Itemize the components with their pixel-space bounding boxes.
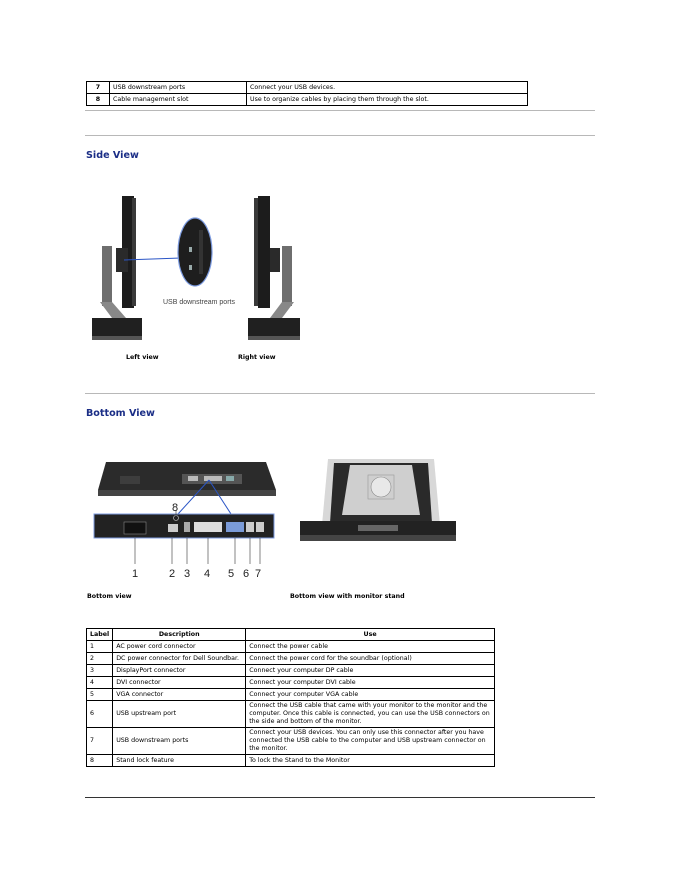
table-row [87, 701, 495, 728]
divider [85, 797, 595, 798]
left-view-caption: Left view [126, 354, 159, 361]
row-description: USB downstream ports [110, 82, 247, 94]
table-row [87, 82, 528, 94]
number-3: 3 [184, 568, 191, 580]
usb-zoom-callout [178, 218, 212, 286]
row-use: Connect your USB devices. You can only use this connector after you have connected the USB cable to the computer and USB upstream connector on the monitor. [246, 728, 495, 755]
row-label: 6 [87, 701, 113, 728]
row-description: USB downstream ports [113, 728, 246, 755]
row-use: Connect the power cord for the soundbar (optional) [246, 653, 495, 665]
bottom-view-image [86, 450, 286, 582]
row-label: 7 [87, 728, 113, 755]
row-description: Cable management slot [110, 94, 247, 106]
bottom-view-caption: Bottom view [87, 593, 132, 600]
number-5: 5 [228, 568, 235, 580]
bottom-view-stand-caption: Bottom view with monitor stand [290, 593, 405, 600]
table-row [87, 677, 495, 689]
bottom-view-heading: Bottom View [86, 408, 155, 419]
bottom-view-stand-image [298, 455, 458, 549]
table-row [87, 728, 495, 755]
number-4: 4 [204, 568, 211, 580]
usb-callout-label: USB downstream ports [163, 299, 235, 306]
top-ports-table [86, 81, 528, 106]
header-description: Description [113, 629, 246, 641]
row-label: 3 [87, 665, 113, 677]
row-description: AC power cord connector [113, 641, 246, 653]
ports-table [86, 628, 495, 767]
row-description: USB upstream port [113, 701, 246, 728]
row-use: Connect the power cable [246, 641, 495, 653]
side-view-heading: Side View [86, 150, 139, 161]
row-label: 8 [87, 94, 110, 106]
row-label: 2 [87, 653, 113, 665]
left-view-monitor [92, 196, 142, 340]
row-use: Connect the USB cable that came with your monitor to the monitor and the computer. Once this cable is connected, you can use the USB connectors on the side and bottom of the monitor. [246, 701, 495, 728]
right-view-caption: Right view [238, 354, 276, 361]
table-row [87, 755, 495, 767]
number-1: 1 [132, 568, 139, 580]
number-2: 2 [169, 568, 176, 580]
row-use: To lock the Stand to the Monitor [246, 755, 495, 767]
divider [85, 393, 595, 394]
side-view-image [86, 190, 316, 350]
table-row [87, 641, 495, 653]
row-use: Use to organize cables by placing them through the slot. [247, 94, 528, 106]
row-description: DVI connector [113, 677, 246, 689]
table-row [87, 665, 495, 677]
callout-8: 8 [172, 502, 179, 514]
row-label: 7 [87, 82, 110, 94]
row-description: DisplayPort connector [113, 665, 246, 677]
row-use: Connect your USB devices. [247, 82, 528, 94]
table-row [87, 689, 495, 701]
row-label: 1 [87, 641, 113, 653]
row-description: DC power connector for Dell Soundbar. [113, 653, 246, 665]
table-row [87, 653, 495, 665]
header-use: Use [246, 629, 495, 641]
header-label: Label [87, 629, 113, 641]
number-6: 6 [243, 568, 250, 580]
divider [85, 110, 595, 111]
row-label: 8 [87, 755, 113, 767]
row-use: Connect your computer VGA cable [246, 689, 495, 701]
table-row [87, 94, 528, 106]
row-use: Connect your computer DP cable [246, 665, 495, 677]
row-description: VGA connector [113, 689, 246, 701]
row-use: Connect your computer DVI cable [246, 677, 495, 689]
row-description: Stand lock feature [113, 755, 246, 767]
divider [85, 135, 595, 136]
number-7: 7 [255, 568, 262, 580]
right-view-monitor [248, 196, 300, 340]
row-label: 5 [87, 689, 113, 701]
row-label: 4 [87, 677, 113, 689]
ports-table-header [87, 629, 495, 641]
